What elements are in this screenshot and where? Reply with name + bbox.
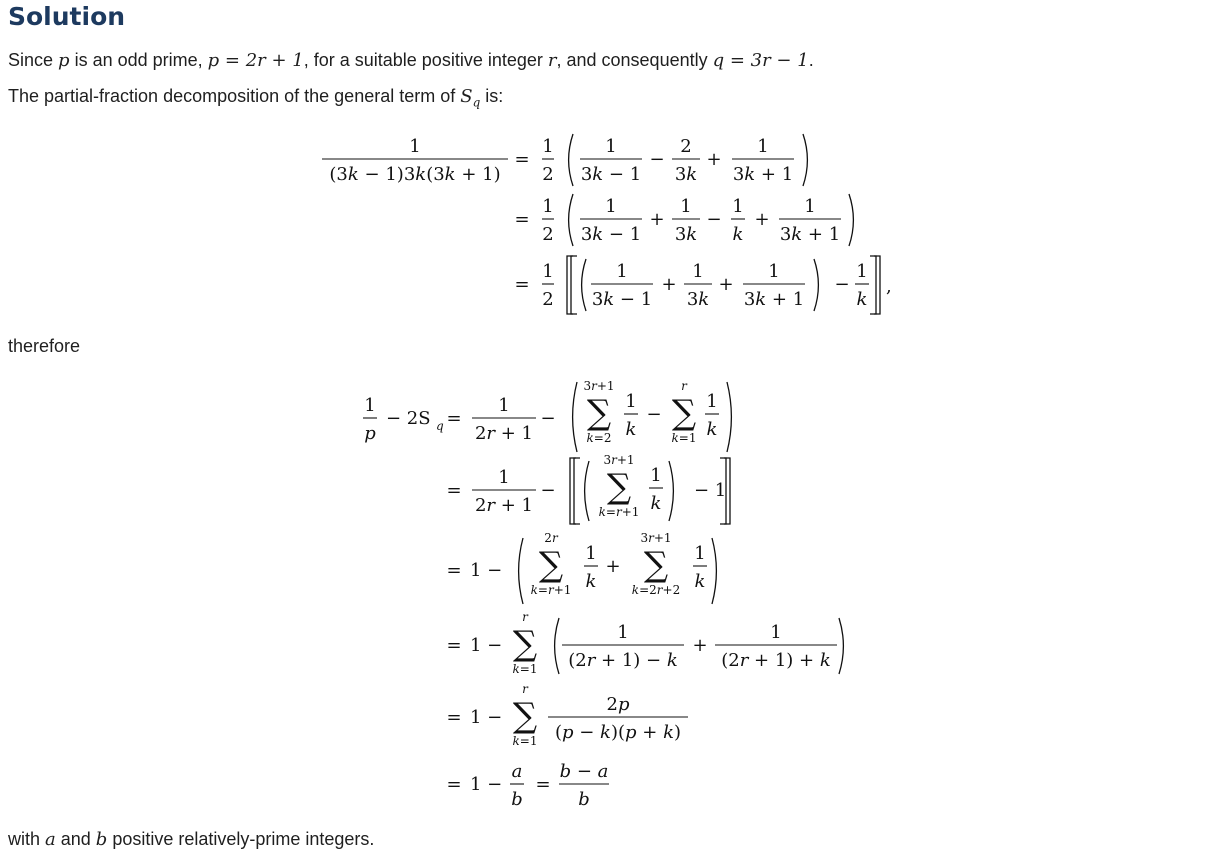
eq2-r2-op: − — [540, 480, 556, 501]
eq2-r1-sum-frac-numerator: 1 — [625, 391, 637, 412]
eq1-equals: = — [514, 149, 530, 170]
eq2-r3-sum-sigma: ∑ — [643, 545, 669, 585]
eq2-lhs-subscript: q — [436, 419, 444, 433]
eq2-r4-lead: 1 − — [470, 635, 503, 656]
eq1-row3-paren-right — [814, 259, 818, 311]
eq1-row2-term-denominator: 3k + 1 — [779, 224, 841, 245]
eq2-r2-paren-right — [669, 461, 673, 521]
eq2-r6-frac-denominator: b — [511, 789, 523, 810]
eq2-r2-sum-frac-denominator: k — [650, 493, 662, 514]
eq2-r5-sum-sigma: ∑ — [512, 696, 538, 736]
eq2-r5-frac-denominator: (p − k)(p + k) — [554, 722, 682, 743]
text-run: positive relatively-prime integers. — [107, 829, 375, 849]
eq2-r4-op: + — [692, 635, 708, 656]
eq2-r5-frac-numerator: 2p — [606, 694, 630, 715]
math-r: r — [547, 50, 557, 71]
eq2-r1-op: − — [540, 408, 556, 429]
eq1-row1-term-numerator: 1 — [757, 136, 769, 157]
eq1-row3-term-denominator: 3k − 1 — [591, 289, 653, 310]
eq1-row3-term-numerator: 1 — [692, 261, 704, 282]
eq2-r5-sum-upper-limit: r — [522, 682, 528, 696]
eq2-r1-sum-frac-numerator: 1 — [706, 391, 718, 412]
therefore-text: therefore — [8, 336, 81, 356]
eq1-row3-bracket-right — [874, 256, 880, 314]
eq1-row3-tail-numerator: 1 — [856, 261, 868, 282]
eq2-r4-frac-denominator: (2r + 1) + k — [721, 650, 831, 671]
eq1-row2-op: − — [706, 209, 722, 230]
eq1-row3-term-numerator: 1 — [768, 261, 780, 282]
eq2-r5-sum-lower-limit: k=1 — [512, 734, 538, 748]
eq2-r6-frac-numerator: b − a — [559, 761, 609, 782]
eq2-r2-sum-lower-limit: k=r+1 — [598, 505, 640, 519]
eq1-row3-op: − — [834, 274, 850, 295]
eq1-row2-paren-right — [849, 194, 853, 246]
eq2-r1-sum-upper-limit: r — [681, 379, 687, 393]
eq1-row2-op: + — [754, 209, 770, 230]
text-run: Since — [8, 50, 59, 70]
math-q-equals: q = 3r − 1 — [712, 50, 809, 71]
text-run: , and consequently — [556, 50, 713, 70]
eq1-row2-term-numerator: 1 — [732, 196, 744, 217]
eq1-row2-term-denominator: 3k — [674, 224, 698, 245]
eq2-lhs-frac-denominator: p — [364, 423, 376, 444]
eq2-r3-sum-frac-numerator: 1 — [694, 543, 706, 564]
eq1-row1-term-denominator: 3k − 1 — [580, 164, 642, 185]
eq2-r1-sum-frac-denominator: k — [625, 419, 637, 440]
eq2-r6-equals: = — [535, 774, 551, 795]
text-run: . — [808, 50, 814, 70]
eq2-r4-paren-left — [555, 618, 559, 674]
eq2-r6-frac-numerator: a — [511, 761, 523, 782]
text-run: , for a suitable positive integer — [303, 50, 548, 70]
eq1-row1-term-numerator: 1 — [605, 136, 617, 157]
eq2-r1-sum-sigma: ∑ — [586, 393, 612, 433]
eq2-r5-lead: 1 − — [470, 707, 503, 728]
eq1-lhs-numerator: 1 — [409, 136, 421, 157]
eq2-r2-sum-upper-limit: 3r+1 — [603, 453, 635, 467]
eq2-r6-frac-denominator: b — [578, 789, 590, 810]
eq1-half-numerator: 1 — [542, 136, 554, 157]
eq1-half-numerator: 1 — [542, 196, 554, 217]
eq1-row2-term-numerator: 1 — [804, 196, 816, 217]
eq2-r4-frac-numerator: 1 — [770, 622, 782, 643]
eq2-equals: = — [446, 635, 462, 656]
eq2-r2-frac-numerator: 1 — [498, 467, 510, 488]
eq2-r1-sum-lower-limit: k=1 — [671, 431, 697, 445]
eq2-r3-paren-left — [519, 538, 523, 604]
eq2-r2-sum-sigma: ∑ — [606, 467, 632, 507]
eq2-r1-sum-upper-limit: 3r+1 — [583, 379, 615, 393]
eq2-r1-sum-sigma: ∑ — [671, 393, 697, 433]
eq1-row1-op: + — [706, 149, 722, 170]
eq2-equals: = — [446, 707, 462, 728]
eq2-r3-op: + — [605, 556, 621, 577]
eq1-row2-op: + — [649, 209, 665, 230]
eq2-r3-sum-lower-limit: k=2r+2 — [631, 583, 681, 597]
eq1-row1-paren-right — [803, 134, 807, 186]
eq2-equals: = — [446, 408, 462, 429]
eq1-row1-term-numerator: 2 — [680, 136, 692, 157]
eq1-row2-paren-left — [569, 194, 573, 246]
eq2-r1-frac-denominator: 2r + 1 — [474, 423, 534, 444]
eq2-r4-sum-lower-limit: k=1 — [512, 662, 538, 676]
eq1-row3-bracket-right — [870, 256, 876, 314]
eq1-half-denominator: 2 — [542, 289, 554, 310]
eq1-half-denominator: 2 — [542, 224, 554, 245]
eq1-row2-term-denominator: 3k − 1 — [580, 224, 642, 245]
eq1-row2-term-denominator: k — [732, 224, 744, 245]
eq2-r4-sum-sigma: ∑ — [512, 624, 538, 664]
eq2-equals: = — [446, 560, 462, 581]
eq1-row3-term-numerator: 1 — [616, 261, 628, 282]
eq2-r3-sum-sigma: ∑ — [538, 545, 564, 585]
eq2-r1-sum-lower-limit: k=2 — [586, 431, 612, 445]
eq1-row1-term-denominator: 3k — [674, 164, 698, 185]
text-run: The partial-fraction decomposition of the general term of — [8, 86, 461, 106]
eq2-lhs-frac-numerator: 1 — [364, 395, 376, 416]
eq1-lhs-denominator: (3k − 1)3k(3k + 1) — [329, 164, 501, 185]
math-s: S — [460, 86, 473, 107]
eq1-half-denominator: 2 — [542, 164, 554, 185]
eq2-r3-sum-frac-numerator: 1 — [585, 543, 597, 564]
eq1-row2-term-numerator: 1 — [605, 196, 617, 217]
eq1-half-numerator: 1 — [542, 261, 554, 282]
eq2-equals: = — [446, 480, 462, 501]
eq2-r3-sum-upper-limit: 3r+1 — [640, 531, 672, 545]
eq2-r3-paren-right — [712, 538, 716, 604]
eq1-row3-bracket-left — [567, 256, 573, 314]
text-run: and — [55, 829, 96, 849]
eq2-r3-sum-upper-limit: 2r — [544, 531, 558, 545]
math-s-subscript: q — [472, 95, 481, 110]
eq2-r1-paren-right — [727, 382, 731, 452]
eq1-equals: = — [514, 209, 530, 230]
eq2-r2-sum-frac-numerator: 1 — [650, 465, 662, 486]
eq1-row3-term-denominator: 3k + 1 — [743, 289, 805, 310]
eq2-r3-sum-frac-denominator: k — [585, 571, 597, 592]
eq2-r4-sum-upper-limit: r — [522, 610, 528, 624]
eq2-r4-frac-numerator: 1 — [617, 622, 629, 643]
eq1-row3-tail-denominator: k — [856, 289, 868, 310]
eq1-row1-paren-left — [569, 134, 573, 186]
eq2-r2-tail: − 1 — [694, 480, 727, 501]
eq1-row1-term-denominator: 3k + 1 — [732, 164, 794, 185]
text-run: is: — [480, 86, 504, 106]
eq2-r6-lead: 1 − — [470, 774, 503, 795]
text-run: is an odd prime, — [69, 50, 208, 70]
eq1-row3-paren-left — [582, 259, 586, 311]
eq1-row3-op: + — [718, 274, 734, 295]
eq2-r1-frac-numerator: 1 — [498, 395, 510, 416]
eq2-r2-frac-denominator: 2r + 1 — [474, 495, 534, 516]
eq1-equals: = — [514, 274, 530, 295]
eq2-r1-op: − — [646, 404, 662, 425]
math-p: p — [58, 50, 70, 71]
eq2-r1-paren-left — [573, 382, 577, 452]
eq2-equals: = — [446, 774, 462, 795]
math-p-equals: p = 2r + 1 — [207, 50, 304, 71]
eq2-r3-sum-lower-limit: k=r+1 — [530, 583, 572, 597]
math-a: a — [45, 829, 56, 850]
eq1-row3-op: + — [661, 274, 677, 295]
text-run: with — [8, 829, 46, 849]
eq2-r4-paren-right — [839, 618, 843, 674]
eq2-r3-lead: 1 − — [470, 560, 503, 581]
eq2-r1-sum-frac-denominator: k — [706, 419, 718, 440]
eq1-row1-op: − — [649, 149, 665, 170]
section-heading: Solution — [8, 2, 126, 31]
eq1-row3-bracket-left — [571, 256, 577, 314]
eq1-row3-term-denominator: 3k — [686, 289, 710, 310]
eq2-r3-sum-frac-denominator: k — [694, 571, 706, 592]
eq2-r2-bracket-left — [574, 458, 580, 524]
eq2-r2-bracket-left — [570, 458, 576, 524]
eq1-row2-term-numerator: 1 — [680, 196, 692, 217]
math-b: b — [95, 829, 108, 850]
eq2-r2-paren-left — [585, 461, 589, 521]
eq1-comma: , — [886, 276, 892, 297]
eq2-lhs-rest: − 2S — [386, 408, 431, 429]
eq2-r4-frac-denominator: (2r + 1) − k — [568, 650, 678, 671]
